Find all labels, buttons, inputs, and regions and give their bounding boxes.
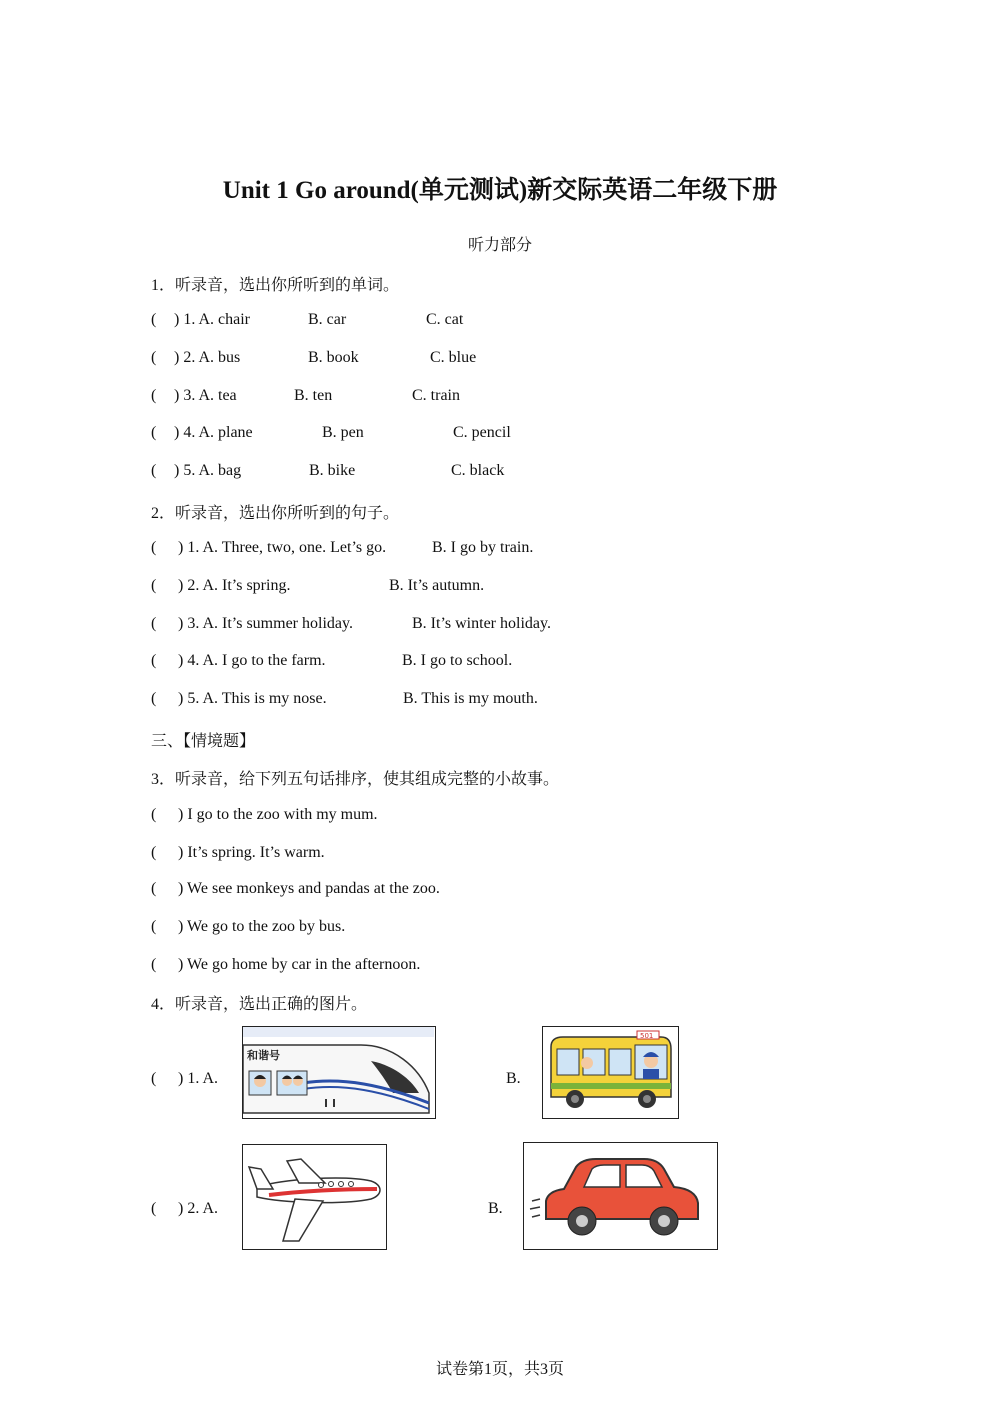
- bus-picture[interactable]: [542, 1026, 679, 1119]
- option-b: B. I go to school.: [402, 652, 513, 669]
- sentence-text: ) It’s spring. It’s warm.: [178, 844, 325, 861]
- option-b: B. bike: [309, 462, 356, 479]
- option-b: B. book: [308, 349, 359, 366]
- answer-paren[interactable]: (: [151, 806, 157, 823]
- answer-paren[interactable]: (: [151, 690, 157, 707]
- answer-paren[interactable]: (: [151, 652, 157, 669]
- option-c: C. pencil: [453, 424, 511, 441]
- answer-paren[interactable]: (: [151, 844, 157, 861]
- option-c: C. blue: [430, 349, 477, 366]
- option-a-label: ) 2. A.: [178, 1200, 218, 1217]
- bus-icon: [543, 1027, 677, 1117]
- question-1-heading: 1．听录音，选出你所听到的单词。: [151, 277, 400, 294]
- option-c: C. black: [451, 462, 505, 479]
- sentence-text: ) We see monkeys and pandas at the zoo.: [178, 880, 440, 897]
- answer-paren[interactable]: (: [151, 462, 157, 479]
- option-a: ) 3. A. It’s summer holiday.: [178, 615, 353, 632]
- answer-paren[interactable]: (: [151, 918, 157, 935]
- answer-paren[interactable]: (: [151, 1070, 157, 1087]
- option-a: ) 5. A. bag: [174, 462, 242, 479]
- option-a: ) 2. A. It’s spring.: [178, 577, 291, 594]
- answer-paren[interactable]: (: [151, 539, 157, 556]
- option-b: B. It’s winter holiday.: [412, 615, 551, 632]
- answer-paren[interactable]: (: [151, 880, 157, 897]
- train-name-text: 和谐号: [247, 1049, 280, 1062]
- bus-number-text: 501: [640, 1032, 654, 1040]
- answer-paren[interactable]: (: [151, 956, 157, 973]
- option-b: B. ten: [294, 387, 333, 404]
- option-b-label: B.: [506, 1070, 521, 1087]
- option-a: ) 1. A. chair: [174, 311, 250, 328]
- car-picture[interactable]: [523, 1142, 718, 1250]
- option-b: B. This is my mouth.: [403, 690, 538, 707]
- option-c: C. cat: [426, 311, 464, 328]
- option-b-label: B.: [488, 1200, 503, 1217]
- answer-paren[interactable]: (: [151, 311, 157, 328]
- question-3-heading: 3．听录音，给下列五句话排序，使其组成完整的小故事。: [151, 771, 560, 788]
- sentence-text: ) I go to the zoo with my mum.: [178, 806, 378, 823]
- option-a: ) 1. A. Three, two, one. Let’s go.: [178, 539, 387, 556]
- option-b: B. It’s autumn.: [389, 577, 485, 594]
- question-2-heading: 2．听录音，选出你所听到的句子。: [151, 505, 400, 522]
- answer-paren[interactable]: (: [151, 424, 157, 441]
- option-a-label: ) 1. A.: [178, 1070, 218, 1087]
- page-title: Unit 1 Go around(单元测试)新交际英语二年级下册: [222, 177, 778, 204]
- answer-paren[interactable]: (: [151, 349, 157, 366]
- car-icon: [524, 1143, 716, 1248]
- answer-paren[interactable]: (: [151, 387, 157, 404]
- option-a: ) 5. A. This is my nose.: [178, 690, 327, 707]
- section-3-heading: 三、【情境题】: [151, 733, 256, 750]
- plane-icon: [243, 1145, 385, 1248]
- plane-picture[interactable]: [242, 1144, 387, 1250]
- option-a: ) 2. A. bus: [174, 349, 241, 366]
- section-subtitle: 听力部分: [467, 237, 532, 254]
- answer-paren[interactable]: (: [151, 615, 157, 632]
- option-c: C. train: [412, 387, 460, 404]
- page-footer: 试卷第1页，共3页: [435, 1361, 564, 1378]
- option-a: ) 3. A. tea: [174, 387, 237, 404]
- sentence-text: ) We go home by car in the afternoon.: [178, 956, 421, 973]
- option-a: ) 4. A. plane: [174, 424, 253, 441]
- train-picture[interactable]: [242, 1026, 436, 1119]
- option-b: B. pen: [322, 424, 364, 441]
- question-4-heading: 4．听录音，选出正确的图片。: [151, 996, 368, 1013]
- option-b: B. I go by train.: [432, 539, 534, 556]
- option-a: ) 4. A. I go to the farm.: [178, 652, 326, 669]
- answer-paren[interactable]: (: [151, 577, 157, 594]
- train-icon: [243, 1027, 434, 1117]
- option-b: B. car: [308, 311, 347, 328]
- answer-paren[interactable]: (: [151, 1200, 157, 1217]
- sentence-text: ) We go to the zoo by bus.: [178, 918, 346, 935]
